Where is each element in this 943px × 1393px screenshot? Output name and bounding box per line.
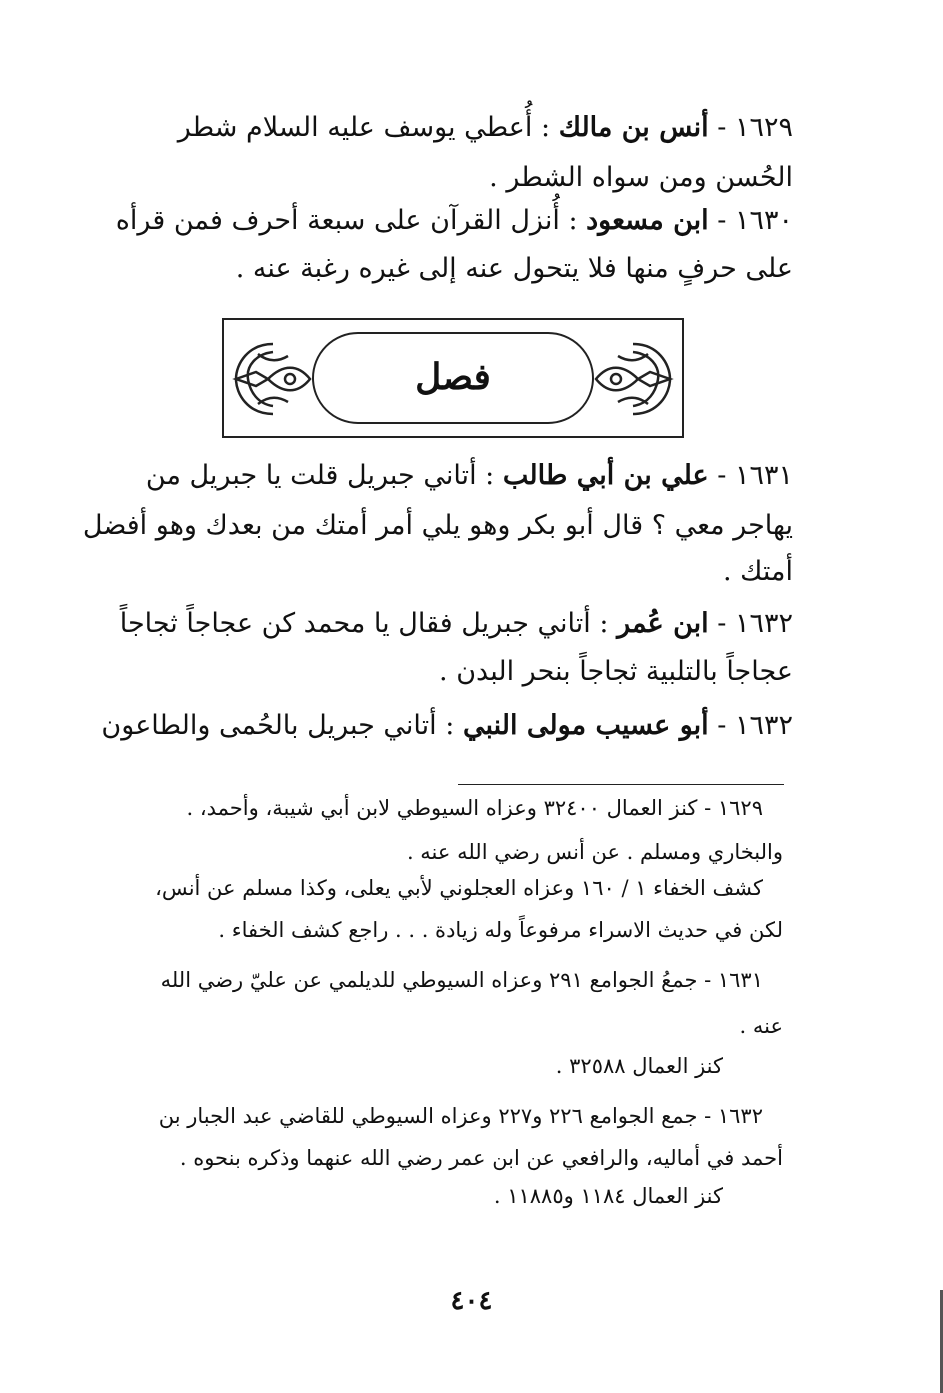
narrator-name: أبو عسيب مولى النبي	[462, 710, 709, 741]
narrator-name: علي بن أبي طالب	[502, 460, 709, 491]
hadith-text: أتاني جبريل بالحُمى والطاعون	[101, 710, 437, 741]
footnote-line: كنز العمال ٣٢٥٨٨ .	[555, 1054, 723, 1078]
entry-1629-line2	[110, 162, 793, 194]
footnote-line: أحمد في أماليه، والرافعي عن ابن عمر رضي الله عنهما وذكره بنحوه .	[179, 1146, 783, 1170]
entry-number: ١٦٣١	[734, 460, 793, 491]
hadith-text: أُعطي يوسف عليه السلام شطر	[177, 112, 533, 143]
footnote-line: كنز العمال ١١٨٤ و١١٨٨٥ .	[493, 1184, 723, 1208]
narrator-name: أنس بن مالك	[558, 112, 709, 143]
footnote-line: ١٦٢٩ - كنز العمال ٣٢٤٠٠ وعزاه السيوطي لابن أبي شيبة، وأحمد، .	[186, 796, 763, 820]
footnote-line: عنه .	[739, 1014, 783, 1038]
entry-1630-line1: ١٦٣٠ - ابن مسعود : أُنزل القرآن على سبعة أحرف فمن قرأه	[115, 205, 793, 236]
hadith-text: عجاجاً بالتلبية ثجاجاً بنحر البدن .	[439, 656, 793, 687]
entry-1630-line2	[110, 253, 793, 285]
entry-1632b-line1: ١٦٣٢ - أبو عسيب مولى النبي : أتاني جبريل بالحُمى والطاعون	[101, 710, 793, 741]
hadith-text: على حرفٍ منها فلا يتحول عنه إلى غيره رغبة عنه .	[235, 253, 793, 284]
entry-number: ١٦٣٢	[734, 710, 793, 741]
footnote-line: ١٦٣٢ - جمع الجوامع ٢٢٦ و٢٢٧ وعزاه السيوطي للقاضي عبد الجبار بن	[158, 1104, 763, 1128]
entry-1631-line1: ١٦٣١ - علي بن أبي طالب : أتاني جبريل قلت يا جبريل من	[145, 460, 793, 491]
footnote-line: لكن في حديث الاسراء مرفوعاً وله زيادة . . . راجع كشف الخفاء .	[218, 918, 783, 942]
entry-number: ١٦٢٩	[734, 112, 793, 143]
section-header-frame	[222, 318, 684, 438]
entry-number: ١٦٣٢	[734, 608, 793, 639]
entry-number: ١٦٣٠	[734, 205, 793, 236]
footnote-line: والبخاري ومسلم . عن أنس رضي الله عنه .	[406, 840, 783, 864]
narrator-name: ابن مسعود	[586, 205, 709, 236]
hadith-text: الحُسن ومن سواه الشطر .	[489, 162, 793, 193]
hadith-text: أمتك .	[722, 556, 793, 587]
section-title: فصل	[415, 356, 491, 398]
entry-1631-line3	[110, 556, 793, 588]
entry-1629-line1: ١٦٢٩ - أنس بن مالك : أُعطي يوسف عليه السلام شطر	[177, 112, 793, 143]
title-cartouche	[312, 332, 594, 424]
hadith-text: أُنزل القرآن على سبعة أحرف فمن قرأه	[115, 205, 560, 236]
hadith-text: أتاني جبريل قلت يا جبريل من	[145, 460, 477, 491]
hadith-text: يهاجر معي ؟ قال أبو بكر وهو يلي أمر أمتك من بعدك وهو أفضل	[82, 510, 793, 541]
hadith-text: أتاني جبريل فقال يا محمد كن عجاجاً ثجاجاً	[119, 608, 591, 639]
entry-1632a-line2	[110, 656, 793, 688]
footnote-line: كشف الخفاء ١ / ١٦٠ وعزاه العجلوني لأبي يعلى، وكذا مسلم عن أنس،	[155, 876, 763, 900]
footnote-line: ١٦٣١ - جمعُ الجوامع ٢٩١ وعزاه السيوطي للديلمي عن عليّ رضي الله	[160, 968, 763, 992]
arabesque-ornament-right	[588, 334, 678, 424]
entry-1632a-line1: ١٦٣٢ - ابن عُمر : أتاني جبريل فقال يا محمد كن عجاجاً ثجاجاً	[119, 608, 793, 639]
page-number: ٤٠٤	[450, 1286, 493, 1316]
footnote-divider	[458, 784, 784, 785]
entry-1631-line2	[82, 510, 793, 542]
narrator-name: ابن عُمر	[617, 608, 709, 639]
arabesque-ornament-left	[228, 334, 318, 424]
